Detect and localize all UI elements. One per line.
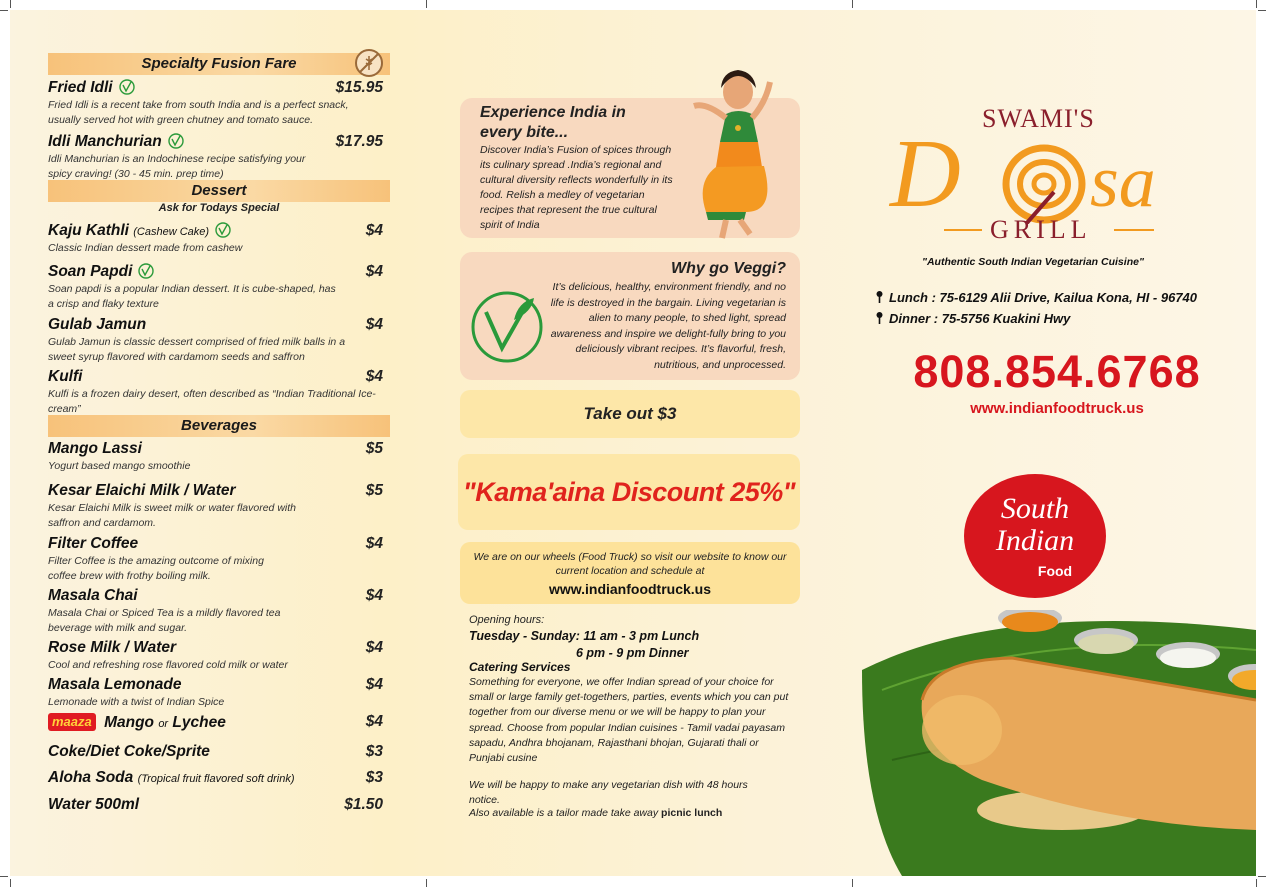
vegetarian-icon <box>215 222 231 238</box>
dessert-header: Dessert <box>48 180 390 202</box>
menu-item-kaju-kathli <box>48 222 383 256</box>
food-truck-url[interactable]: www.indianfoodtruck.us <box>548 581 712 597</box>
big-vegetarian-icon <box>470 290 544 364</box>
grill-line-left <box>944 229 982 231</box>
vegetarian-icon <box>168 133 184 149</box>
brochure-sheet <box>10 10 1256 876</box>
lunch-address <box>876 290 1197 305</box>
catering-also <box>469 807 722 819</box>
item-name: Kulfi <box>48 368 83 385</box>
menu-item-rose-milk <box>48 639 383 673</box>
item-name: Masala Lemonade <box>48 676 182 693</box>
grill-text: GRILL <box>990 215 1092 244</box>
crop-mark <box>1256 0 1257 8</box>
menu-item-masala-chai <box>48 587 383 636</box>
crop-mark <box>426 0 427 8</box>
item-price: $17.95 <box>335 133 383 150</box>
item-name: Kaju Kathli <box>48 222 129 239</box>
crop-mark <box>852 0 853 8</box>
dosa-sa: sa <box>1090 141 1156 223</box>
item-description: Yogurt based mango smoothie <box>48 460 191 472</box>
website-url[interactable]: www.indianfoodtruck.us <box>970 400 1144 417</box>
experience-title: Experience India in every bite... <box>480 104 626 141</box>
badge-line-3: Food <box>1037 563 1073 579</box>
hours-line-1: Tuesday - Sunday: 11 am - 3 pm Lunch <box>469 629 700 643</box>
item-price: $1.50 <box>344 796 383 813</box>
south-indian-badge <box>964 474 1106 598</box>
item-name-2: Lychee <box>172 714 226 731</box>
menu-item-coke <box>48 743 383 761</box>
veggi-title: Why go Veggi? <box>671 260 786 277</box>
item-or: or <box>158 718 169 730</box>
food-truck-box <box>460 542 800 604</box>
item-description: Soan papdi is a popular Indian dessert. It is cube-shaped, has a crisp and flaky texture <box>48 283 336 310</box>
item-name: Fried Idli <box>48 79 113 96</box>
crop-mark <box>1258 876 1266 877</box>
badge-line-1: South <box>1000 492 1070 525</box>
beverages-header: Beverages <box>48 415 390 437</box>
menu-item-soan-papdi <box>48 263 383 312</box>
vegetarian-icon <box>138 263 154 279</box>
menu-item-masala-lemonade <box>48 676 383 710</box>
swamis-text: SWAMI'S <box>982 104 1095 133</box>
item-name: Masala Chai <box>48 587 138 604</box>
experience-body: Discover India’s Fusion of spices through its culinary spread .India’s regional and cultural diversity reflects wonderfully in its food. Relish a medley of vegetarian recipes that represent the true cultural spirit of India <box>480 144 673 231</box>
veggi-body: It’s delicious, healthy, environment friendly, and no life is destroyed in the bargain. Living vegetarian is alien to many people, to shed light, spread awareness and inspire we delight-fully bring to you deliciously vibrant recipes. It’s flavorful, fresh, nutritious, and unprocessed. <box>550 281 786 371</box>
catering-body: Something for everyone, we offer Indian spread of your choice for small or large family get-togethers, parties, events which you can put together from our diverse menu or we will be happy to plan your spread. Choose from popular Indian cuisines - Tamil vadai payasam sapadu, Andhra bhojanam, Rajasthani bhojan, Gujarati thali or Punjabi cusine <box>469 676 789 765</box>
picnic-lunch: picnic lunch <box>661 807 723 819</box>
item-price: $4 <box>365 535 383 552</box>
tagline: "Authentic South Indian Vegetarian Cuisine" <box>922 256 1144 268</box>
menu-item-kesar-elaichi <box>48 482 383 531</box>
item-name: Gulab Jamun <box>48 316 147 333</box>
item-price: $5 <box>365 440 383 457</box>
item-price: $5 <box>365 482 383 499</box>
hours-line-2: 6 pm - 9 pm Dinner <box>576 646 689 660</box>
item-subname: (Cashew Cake) <box>133 226 210 238</box>
item-name: Mango Lassi <box>48 440 142 457</box>
dosa-spiral-icon <box>1002 144 1086 224</box>
item-description: Filter Coffee is the amazing outcome of mixing coffee brew with frothy boiling milk. <box>48 555 264 582</box>
menu-item-idli-manchurian <box>48 133 383 182</box>
crop-mark <box>426 879 427 887</box>
item-description: Lemonade with a twist of Indian Spice <box>48 696 225 708</box>
catering-also-text: Also available is a tailor made take away <box>469 807 659 819</box>
item-name: Aloha Soda <box>48 769 134 786</box>
menu-item-kulfi <box>48 368 383 417</box>
menu-item-filter-coffee <box>48 535 383 584</box>
location-pin-icon <box>876 291 883 303</box>
menu-item-water <box>48 796 383 814</box>
crop-mark <box>10 0 11 8</box>
item-price: $4 <box>365 639 383 656</box>
item-description: Gulab Jamun is classic dessert comprised of fried milk balls in a sweet syrup flavored with cardamom seeds and saffron <box>48 336 346 363</box>
dinner-address <box>876 311 1070 326</box>
hours-label: Opening hours: <box>469 614 545 626</box>
crop-mark <box>10 879 11 887</box>
item-description: Classic Indian dessert made from cashew <box>48 242 243 254</box>
item-name: Rose Milk / Water <box>48 639 177 656</box>
discount-text: "Kama'aina Discount 25%" <box>462 477 796 507</box>
item-price: $3 <box>365 743 383 760</box>
takeout-box <box>460 390 800 438</box>
item-price: $4 <box>365 368 383 385</box>
menu-panel <box>10 10 426 876</box>
item-name: Coke/Diet Coke/Sprite <box>48 743 210 760</box>
crop-mark <box>1256 879 1257 887</box>
item-name: Water 500ml <box>48 796 140 813</box>
item-name: Mango <box>104 714 154 731</box>
menu-item-aloha-soda <box>48 769 383 787</box>
discount-box <box>458 454 800 530</box>
dosa-d: D <box>890 120 961 228</box>
item-name: Idli Manchurian <box>48 133 162 150</box>
crop-mark <box>0 10 8 11</box>
item-description: Fried Idli is a recent take from south India and is a perfect snack, usually served hot with green chutney and tomato sauce. <box>48 99 349 126</box>
menu-item-maaza <box>48 713 383 732</box>
item-price: $4 <box>365 713 383 730</box>
item-subname: (Tropical fruit flavored soft drink) <box>137 773 295 785</box>
item-description: Kulfi is a frozen dairy desert, often described as “Indian Traditional Ice-cream” <box>48 388 376 415</box>
crop-mark <box>852 879 853 887</box>
item-name: Filter Coffee <box>48 535 139 552</box>
item-price: $3 <box>365 769 383 786</box>
location-pin-icon <box>876 312 883 324</box>
catering-title: Catering Services <box>469 660 571 674</box>
info-panel <box>426 10 852 876</box>
vegetarian-icon <box>119 79 135 95</box>
food-truck-text: We are on our wheels (Food Truck) so visit our website to know our current location and schedule at <box>473 551 787 577</box>
menu-item-fried-idli <box>48 79 383 128</box>
item-description: Idli Manchurian is an Indochinese recipe satisfying your spicy craving! (30 - 45 min. prep time) <box>48 153 306 180</box>
item-price: $4 <box>365 587 383 604</box>
no-gluten-icon <box>354 48 384 78</box>
item-name: Kesar Elaichi Milk / Water <box>48 482 236 499</box>
item-price: $4 <box>365 263 383 280</box>
phone-number[interactable]: 808.854.6768 <box>913 346 1201 397</box>
grill-line-right <box>1114 229 1154 231</box>
badge-line-2: Indian <box>995 524 1075 557</box>
catering-note: We will be happy to make any vegetarian dish with 48 hours notice. <box>469 779 748 806</box>
dancer-illustration <box>666 62 796 244</box>
item-description: Kesar Elaichi Milk is sweet milk or water flavored with saffron and cardamom. <box>48 502 296 529</box>
item-description: Cool and refreshing rose flavored cold milk or water <box>48 659 288 671</box>
item-price: $4 <box>365 316 383 333</box>
lunch-text: Lunch : 75-6129 Alii Drive, Kailua Kona, HI - 96740 <box>889 290 1198 305</box>
brand-panel <box>852 10 1256 876</box>
menu-item-gulab-jamun <box>48 316 383 365</box>
crop-mark <box>1258 10 1266 11</box>
item-price: $4 <box>365 676 383 693</box>
fusion-header: Specialty Fusion Fare <box>48 53 390 75</box>
maaza-logo: maaza <box>48 713 96 731</box>
veggi-box <box>460 252 800 380</box>
dosa-plate-illustration <box>862 610 1256 876</box>
dessert-subtitle: Ask for Todays Special <box>158 202 280 214</box>
item-description: Masala Chai or Spiced Tea is a mildly flavored tea beverage with milk and sugar. <box>48 607 281 634</box>
crop-mark <box>0 876 8 877</box>
item-name: Soan Papdi <box>48 263 133 280</box>
item-price: $4 <box>365 222 383 239</box>
dinner-text: Dinner : 75-5756 Kuakini Hwy <box>889 311 1071 326</box>
item-price: $15.95 <box>335 79 383 96</box>
menu-item-mango-lassi <box>48 440 383 474</box>
takeout-text: Take out $3 <box>583 404 677 423</box>
